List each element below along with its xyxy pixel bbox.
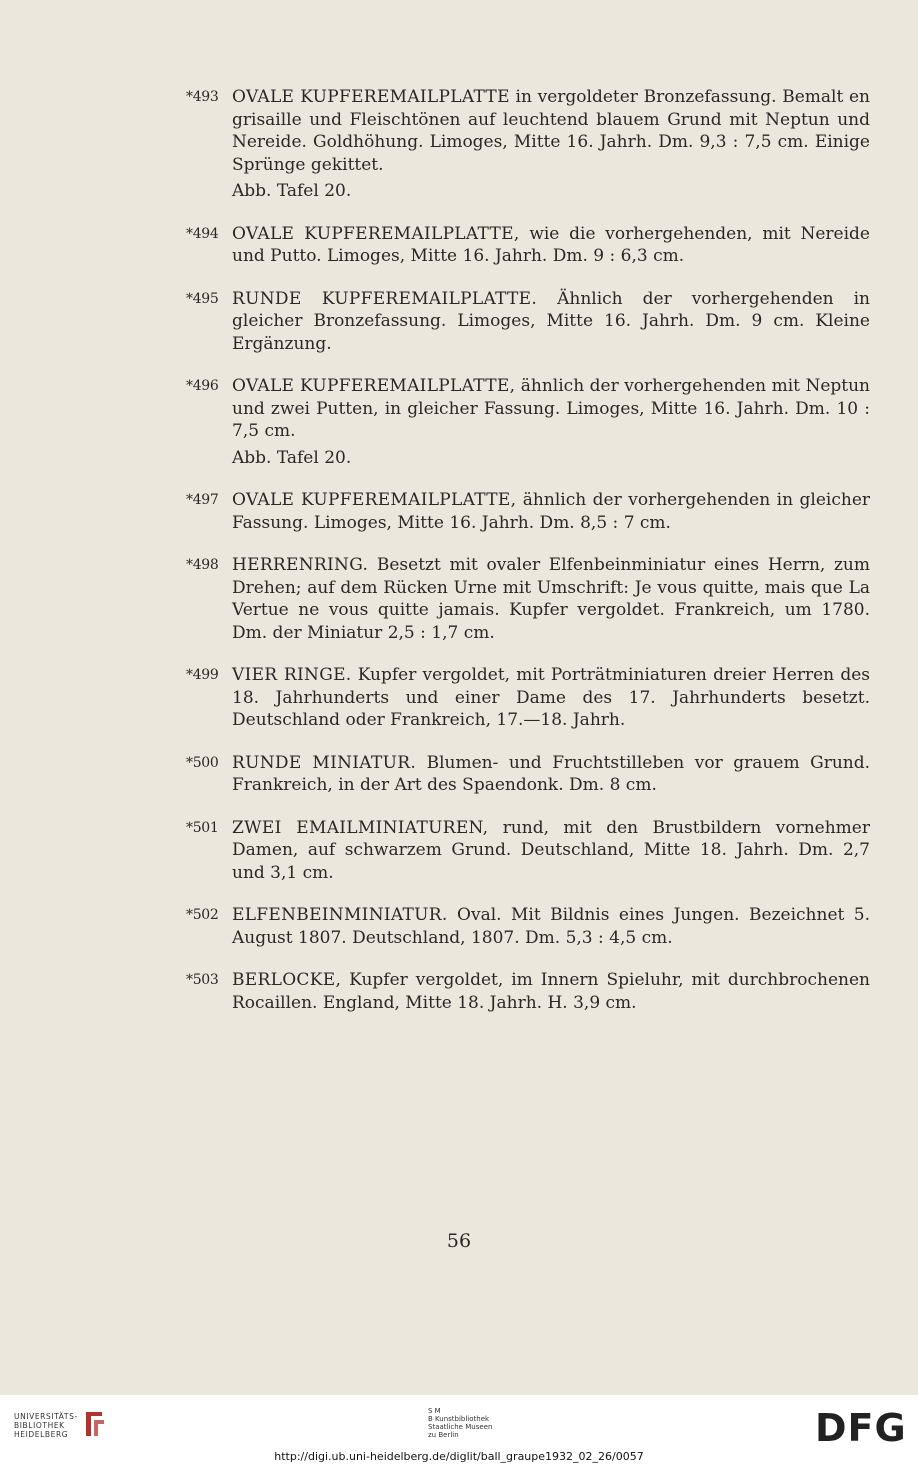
museum-line: B Kunstbibliothek [428, 1415, 490, 1423]
catalog-entry [186, 375, 870, 469]
university-line: BIBLIOTHEK [14, 1421, 65, 1430]
lot-title: OVALE KUPFEREMAILPLATTE, [232, 223, 520, 244]
university-library-label[interactable] [14, 1412, 78, 1439]
museum-line: zu Berlin [428, 1431, 459, 1439]
lot-number: *500 [186, 754, 219, 771]
lot-description: rund, mit den Brustbildern vornehmer Damen, auf schwarzem Grund. Deutschland, Mitte 18. Jahrh. Dm. 2,7 und 3,1 cm. [232, 817, 870, 883]
lot-title: OVALE KUPFEREMAILPLATTE, [232, 376, 516, 396]
lot-title: VIER RINGE. [232, 665, 352, 685]
lot-plate-reference: Abb. Tafel 20. [232, 181, 352, 201]
lot-description: Blumen- und Fruchtstilleben vor grauem Grund. Frankreich, in der Art des Spaendonk. Dm. 8 cm. [232, 752, 871, 795]
lot-title: OVALE KUPFEREMAILPLATTE [232, 87, 510, 107]
museum-line: Staatliche Museen [428, 1423, 493, 1431]
lot-description: ähnlich der vorhergehenden in gleicher Fassung. Limoges, Mitte 16. Jahrh. Dm. 8,5 : 7 cm. [232, 490, 871, 533]
lot-description: in vergoldeter Bronzefassung. Bemalt en grisaille und Fleischtönen auf leuchtend blauem Grund mit Neptun und Nereide. Goldhöhung. Limoges, Mitte 16. Jahrh. Dm. 9,3 : 7,5 cm. Einige Sprünge gekittet. [232, 87, 870, 175]
permalink-url[interactable]: http://digi.ub.uni-heidelberg.de/diglit/ball_graupe1932_02_26/0057 [274, 1450, 644, 1463]
lot-number: *493 [186, 89, 219, 105]
university-logo-icon[interactable] [82, 1408, 108, 1440]
museum-label[interactable] [428, 1407, 492, 1439]
lot-description: Besetzt mit ovaler Elfenbeinminiatur eines Herrn, zum Drehen; auf dem Rücken Urne mit Umschrift: Je vous quitte, mais que La Vertue ne vous quitte jamais. Kupfer vergoldet. Frankreich, um 1780. Dm. der Miniatur 2,5 : 1,7 cm. [232, 555, 870, 643]
lot-title: ZWEI EMAILMINIATUREN, [232, 817, 489, 838]
lot-number: *496 [186, 378, 219, 394]
lot-description: Kupfer vergoldet, im Innern Spieluhr, mit durchbrochenen Rocaillen. England, Mitte 18. Jahrh. H. 3,9 cm. [232, 970, 870, 1013]
lot-number: *499 [186, 667, 219, 683]
page-number: 56 [446, 1230, 472, 1252]
lot-plate-reference: Abb. Tafel 20. [232, 447, 352, 468]
catalog-entry [186, 904, 870, 949]
catalog-entries [186, 86, 870, 1034]
lot-title: OVALE KUPFEREMAILPLATTE, [232, 490, 517, 510]
university-line: HEIDELBERG [14, 1430, 69, 1439]
lot-number: *497 [186, 492, 219, 508]
museum-line: S M [428, 1407, 441, 1415]
university-line: UNIVERSITÄTS- [14, 1412, 78, 1421]
catalog-entry [186, 554, 870, 644]
viewer-footer [0, 1395, 918, 1466]
lot-description: ähnlich der vorhergehenden mit Neptun und zwei Putten, in gleicher Fassung. Limoges, Mitte 16. Jahrh. Dm. 10 : 7,5 cm. [232, 376, 871, 441]
catalog-entry [186, 969, 870, 1014]
lot-title: RUNDE KUPFEREMAILPLATTE. [232, 288, 538, 309]
lot-number: *502 [186, 907, 219, 923]
lot-title: RUNDE MINIATUR. [232, 752, 417, 773]
catalog-entry [186, 223, 870, 268]
lot-description: Ähnlich der vorhergehenden in gleicher Bronzefassung. Limoges, Mitte 16. Jahrh. Dm. 9 cm. Kleine Ergänzung. [232, 288, 870, 354]
lot-description: wie die vorhergehenden, mit Nereide und Putto. Limoges, Mitte 16. Jahrh. Dm. 9 : 6,3 cm. [232, 223, 870, 266]
catalog-entry [186, 86, 870, 203]
lot-description: Oval. Mit Bildnis eines Jungen. Bezeichnet 5. August 1807. Deutschland, 1807. Dm. 5,3 : 4,5 cm. [232, 905, 870, 948]
lot-title: BERLOCKE, [232, 970, 342, 990]
lot-description: Kupfer vergoldet, mit Porträtminiaturen dreier Herren des 18. Jahrhunderts und einer Dame des 17. Jahrhunderts besetzt. Deutschland oder Frankreich, 17.—18. Jahrh. [232, 665, 870, 730]
dfg-logo[interactable]: DFG [815, 1406, 907, 1450]
lot-number: *503 [186, 972, 219, 988]
lot-number: *495 [186, 290, 219, 307]
catalog-entry [186, 664, 870, 732]
lot-number: *498 [186, 557, 219, 573]
catalog-entry [186, 752, 870, 797]
lot-title: ELFENBEINMINIATUR. [232, 905, 448, 925]
catalog-entry [186, 817, 870, 885]
catalog-entry [186, 489, 870, 534]
lot-number: *494 [186, 225, 219, 242]
lot-title: HERRENRING. [232, 555, 369, 575]
catalog-entry [186, 288, 870, 356]
lot-number: *501 [186, 819, 219, 836]
